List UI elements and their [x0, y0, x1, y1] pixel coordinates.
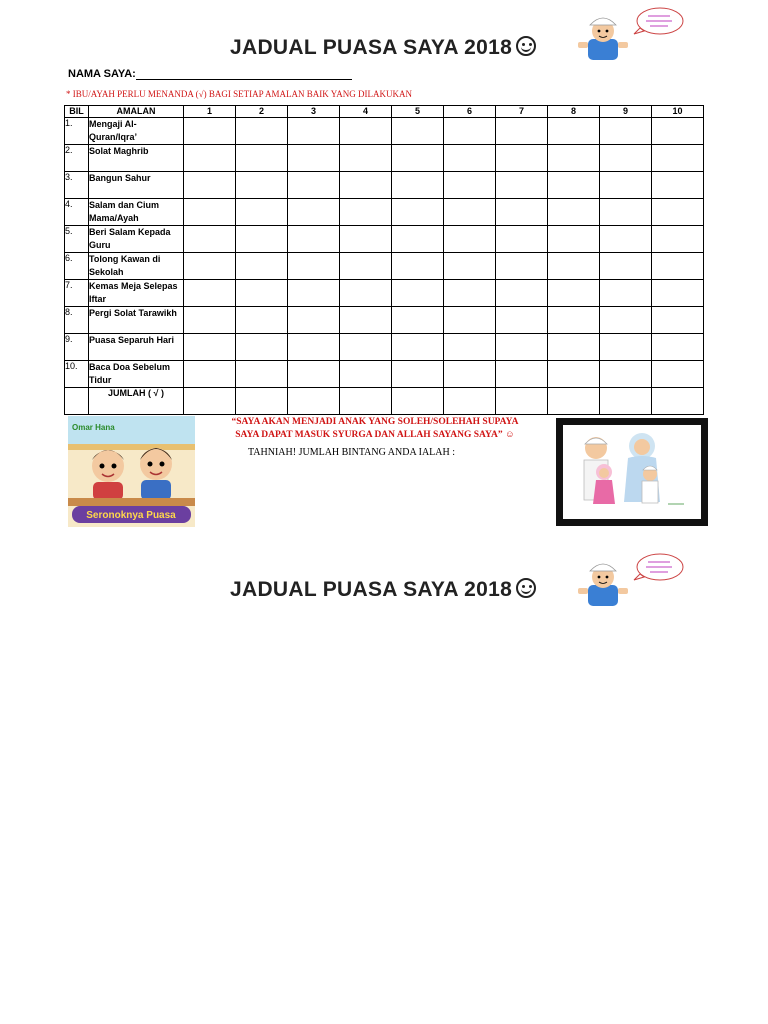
checkbox-cell[interactable] [236, 280, 288, 307]
table-header-cell: 1 [184, 106, 236, 118]
table-row [65, 118, 704, 145]
checkbox-cell[interactable] [392, 361, 444, 388]
checkbox-cell[interactable] [340, 280, 392, 307]
total-cell[interactable] [652, 388, 704, 415]
checkbox-cell[interactable] [340, 199, 392, 226]
checkbox-cell[interactable] [236, 199, 288, 226]
checkbox-cell[interactable] [652, 361, 704, 388]
table-header-cell: 4 [340, 106, 392, 118]
total-cell[interactable] [444, 388, 496, 415]
total-cell[interactable] [288, 388, 340, 415]
table-row [65, 172, 704, 199]
checkbox-cell[interactable] [548, 361, 600, 388]
checkbox-cell[interactable] [600, 172, 652, 199]
row-activity: Baca Doa Sebelum Tidur [89, 361, 184, 388]
checkbox-cell[interactable] [184, 145, 236, 172]
checkbox-cell[interactable] [340, 118, 392, 145]
checkbox-cell[interactable] [444, 253, 496, 280]
row-activity: Bangun Sahur [89, 172, 184, 199]
checkbox-cell[interactable] [548, 334, 600, 361]
checkbox-cell[interactable] [392, 118, 444, 145]
checkbox-cell[interactable] [600, 253, 652, 280]
table-header-cell: 6 [444, 106, 496, 118]
checkbox-cell[interactable] [600, 361, 652, 388]
name-field: NAMA SAYA: [68, 68, 352, 80]
checkbox-cell[interactable] [184, 253, 236, 280]
checkbox-cell[interactable] [548, 280, 600, 307]
checkbox-cell[interactable] [496, 172, 548, 199]
checkbox-cell[interactable] [496, 334, 548, 361]
checkbox-cell[interactable] [652, 280, 704, 307]
row-activity: Beri Salam Kepada Guru [89, 226, 184, 253]
row-activity: Solat Maghrib [89, 145, 184, 172]
total-label: JUMLAH ( √ ) [89, 388, 184, 415]
checkbox-cell[interactable] [496, 253, 548, 280]
table-row [65, 199, 704, 226]
banner-text: Seronoknya Puasa [86, 510, 176, 521]
checkbox-cell[interactable] [288, 172, 340, 199]
checkbox-cell[interactable] [444, 334, 496, 361]
checkbox-cell[interactable] [652, 307, 704, 334]
row-number: 6. [65, 253, 89, 280]
row-activity: Salam dan Cium Mama/Ayah [89, 199, 184, 226]
smiley-icon: ☺ [505, 430, 515, 440]
row-activity: Mengaji Al-Quran/Iqra’ [89, 118, 184, 145]
checkbox-cell[interactable] [288, 280, 340, 307]
checkbox-cell[interactable] [340, 145, 392, 172]
table-header-cell: 7 [496, 106, 548, 118]
checkbox-cell[interactable] [444, 172, 496, 199]
row-number: 7. [65, 280, 89, 307]
checkbox-cell[interactable] [236, 118, 288, 145]
row-number: 10. [65, 361, 89, 388]
name-blank-line [136, 68, 352, 80]
table-header-cell: 5 [392, 106, 444, 118]
mascot-illustration [574, 552, 686, 608]
checkbox-cell[interactable] [444, 226, 496, 253]
row-number: 9. [65, 334, 89, 361]
checkbox-cell[interactable] [548, 253, 600, 280]
total-cell[interactable] [236, 388, 288, 415]
checkbox-cell[interactable] [392, 253, 444, 280]
checkbox-cell[interactable] [652, 118, 704, 145]
checkbox-cell[interactable] [496, 118, 548, 145]
table-row [65, 145, 704, 172]
checkbox-cell[interactable] [444, 118, 496, 145]
congrats-text: TAHNIAH! JUMLAH BINTANG ANDA IALAH : [248, 447, 455, 458]
table-row [65, 280, 704, 307]
checkbox-cell[interactable] [392, 280, 444, 307]
table-header-cell: 2 [236, 106, 288, 118]
checkbox-cell[interactable] [392, 172, 444, 199]
checkbox-cell[interactable] [652, 253, 704, 280]
checkbox-cell[interactable] [288, 226, 340, 253]
total-cell[interactable] [496, 388, 548, 415]
row-number: 5. [65, 226, 89, 253]
checkbox-cell[interactable] [548, 226, 600, 253]
table-header-cell: 3 [288, 106, 340, 118]
checkbox-cell[interactable] [600, 118, 652, 145]
checkbox-cell[interactable] [184, 307, 236, 334]
total-cell[interactable] [340, 388, 392, 415]
smiley-icon [516, 578, 536, 598]
checkbox-cell[interactable] [288, 199, 340, 226]
checkbox-cell[interactable] [444, 199, 496, 226]
checkbox-cell[interactable] [340, 361, 392, 388]
table-row [65, 334, 704, 361]
checkbox-cell[interactable] [652, 145, 704, 172]
checkbox-cell[interactable] [548, 145, 600, 172]
checkbox-cell[interactable] [184, 361, 236, 388]
checkbox-cell[interactable] [236, 361, 288, 388]
checkbox-cell[interactable] [340, 253, 392, 280]
seronoknya-puasa-image [68, 416, 195, 527]
checkbox-cell[interactable] [548, 172, 600, 199]
checkbox-cell[interactable] [184, 172, 236, 199]
checkbox-cell[interactable] [236, 172, 288, 199]
checkbox-cell[interactable] [392, 199, 444, 226]
mascot-illustration [574, 6, 686, 62]
checkbox-cell[interactable] [600, 145, 652, 172]
row-number: 4. [65, 199, 89, 226]
table-header-cell: 8 [548, 106, 600, 118]
checkbox-cell[interactable] [340, 307, 392, 334]
checkbox-cell[interactable] [548, 307, 600, 334]
checkbox-cell[interactable] [236, 253, 288, 280]
checkbox-cell[interactable] [184, 280, 236, 307]
checkbox-cell[interactable] [444, 361, 496, 388]
row-number: 8. [65, 307, 89, 334]
row-activity: Kemas Meja Selepas Iftar [89, 280, 184, 307]
checkbox-cell[interactable] [288, 145, 340, 172]
checkbox-cell[interactable] [288, 253, 340, 280]
row-activity: Puasa Separuh Hari [89, 334, 184, 361]
checkbox-cell[interactable] [392, 334, 444, 361]
checkbox-cell[interactable] [184, 334, 236, 361]
checkbox-cell[interactable] [184, 226, 236, 253]
family-illustration [556, 418, 708, 526]
checkbox-cell[interactable] [340, 226, 392, 253]
table-row [65, 361, 704, 388]
checkbox-cell[interactable] [236, 307, 288, 334]
table-header-row [65, 106, 704, 118]
row-number: 3. [65, 172, 89, 199]
checkbox-cell[interactable] [288, 334, 340, 361]
table-header-cell: 10 [652, 106, 704, 118]
checkbox-cell[interactable] [652, 172, 704, 199]
total-cell[interactable] [548, 388, 600, 415]
checkbox-cell[interactable] [184, 118, 236, 145]
total-cell[interactable] [392, 388, 444, 415]
checkbox-cell[interactable] [236, 226, 288, 253]
checkbox-cell[interactable] [652, 334, 704, 361]
checkbox-cell[interactable] [340, 334, 392, 361]
instruction-note: * IBU/AYAH PERLU MENANDA (√) BAGI SETIAP AMALAN BAIK YANG DILAKUKAN [66, 89, 412, 99]
total-row [65, 388, 704, 415]
table-header-cell: 9 [600, 106, 652, 118]
checkbox-cell[interactable] [652, 199, 704, 226]
row-number: 2. [65, 145, 89, 172]
checkbox-cell[interactable] [548, 118, 600, 145]
checkbox-cell[interactable] [600, 199, 652, 226]
smiley-icon [516, 36, 536, 56]
table-row [65, 307, 704, 334]
page-title: JADUAL PUASA SAYA 2018 [230, 36, 550, 60]
table-header-cell: BIL [65, 106, 89, 118]
checkbox-cell[interactable] [496, 226, 548, 253]
total-cell[interactable] [184, 388, 236, 415]
checkbox-cell[interactable] [548, 199, 600, 226]
checkbox-cell[interactable] [392, 145, 444, 172]
checkbox-cell[interactable] [496, 199, 548, 226]
checkbox-cell[interactable] [496, 307, 548, 334]
banner-logo: Omar Hana [72, 423, 115, 432]
checkbox-cell[interactable] [288, 307, 340, 334]
fasting-table [64, 105, 704, 415]
table-header-cell: AMALAN [89, 106, 184, 118]
table-row [65, 253, 704, 280]
checkbox-cell[interactable] [392, 226, 444, 253]
checkbox-cell[interactable] [288, 118, 340, 145]
checkbox-cell[interactable] [184, 199, 236, 226]
checkbox-cell[interactable] [288, 361, 340, 388]
checkbox-cell[interactable] [444, 307, 496, 334]
checkbox-cell[interactable] [392, 307, 444, 334]
checkbox-cell[interactable] [340, 172, 392, 199]
row-activity: Tolong Kawan di Sekolah [89, 253, 184, 280]
checkbox-cell[interactable] [496, 280, 548, 307]
checkbox-cell[interactable] [496, 145, 548, 172]
checkbox-cell[interactable] [600, 334, 652, 361]
row-number: 1. [65, 118, 89, 145]
row-activity: Pergi Solat Tarawikh [89, 307, 184, 334]
checkbox-cell[interactable] [600, 226, 652, 253]
checkbox-cell[interactable] [236, 334, 288, 361]
motivational-quote: “SAYA AKAN MENJADI ANAK YANG SOLEH/SOLEHAH SUPAYA SAYA DAPAT MASUK SYURGA DAN ALLAH SAYANG SAYA” ☺ [231, 417, 519, 440]
total-cell[interactable] [600, 388, 652, 415]
checkbox-cell[interactable] [444, 280, 496, 307]
second-page-title: JADUAL PUASA SAYA 2018 [230, 578, 550, 602]
total-empty-cell [65, 388, 89, 415]
checkbox-cell[interactable] [236, 145, 288, 172]
checkbox-cell[interactable] [600, 280, 652, 307]
checkbox-cell[interactable] [600, 307, 652, 334]
table-row [65, 226, 704, 253]
checkbox-cell[interactable] [652, 226, 704, 253]
checkbox-cell[interactable] [444, 145, 496, 172]
checkbox-cell[interactable] [496, 361, 548, 388]
